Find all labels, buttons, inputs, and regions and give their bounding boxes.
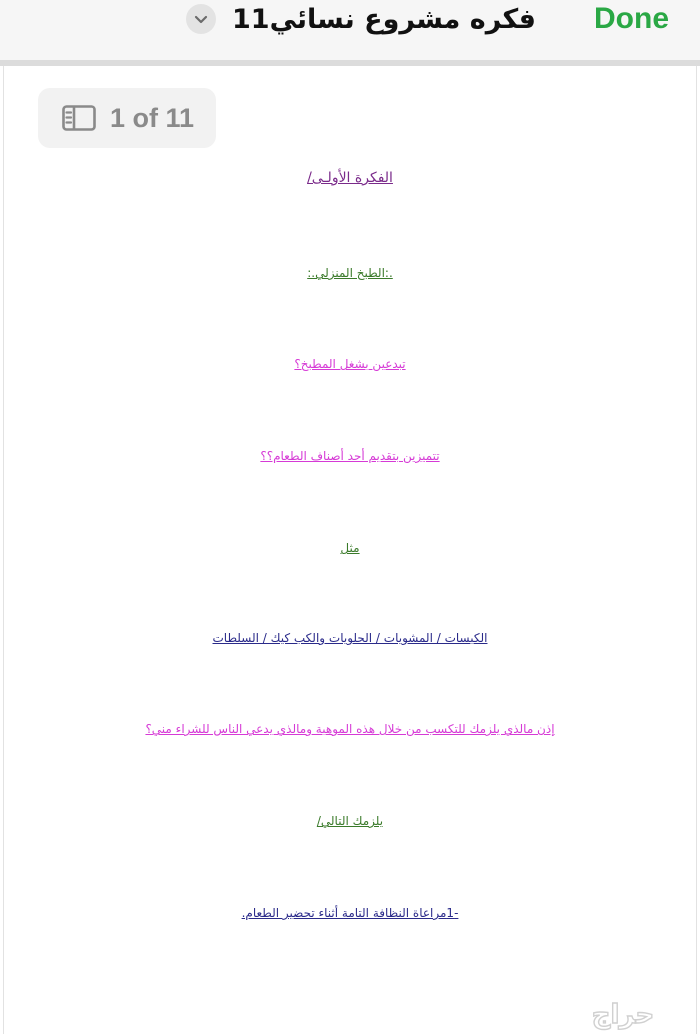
done-button[interactable]: Done bbox=[594, 2, 669, 35]
page-indicator[interactable] bbox=[38, 88, 216, 148]
document-title: فكره مشروع نسائي11 bbox=[232, 3, 536, 35]
line-requirements-question: إذن مالذي يلزمك للتكسب من خلال هذه الموهبة ومالذي يدعي الناس للشراء مني؟ bbox=[145, 722, 555, 736]
line-you-need: يلزمك التالي/ bbox=[316, 814, 384, 828]
document-page[interactable] bbox=[3, 66, 697, 1034]
chevron-down-icon[interactable] bbox=[186, 4, 216, 34]
haraj-watermark-logo bbox=[556, 996, 690, 1032]
line-food-question: تتميزين بتقديم أحد أصناف الطعام؟؟ bbox=[260, 449, 440, 463]
page-counter: 1 of 11 bbox=[110, 102, 195, 133]
line-cleanliness: -1مراعاة النظافة التامة أثناء تحضير الطعام. bbox=[241, 906, 459, 920]
line-kitchen-question: تبدعين بشغل المطبخ؟ bbox=[294, 357, 406, 371]
heading-first-idea: الفكرة الأولـى/ bbox=[307, 170, 393, 186]
top-bar bbox=[0, 0, 700, 60]
sidebar-icon bbox=[62, 105, 96, 131]
svg-text:حراج: حراج bbox=[591, 1000, 655, 1030]
line-food-types: الكبسات / المشويات / الحلويات والكب كيك / السلطات bbox=[212, 631, 488, 645]
document-title-group[interactable] bbox=[186, 0, 536, 38]
line-home-cooking: .:الطبخ المنزلي.: bbox=[307, 266, 393, 280]
line-example: مثل bbox=[340, 541, 360, 555]
